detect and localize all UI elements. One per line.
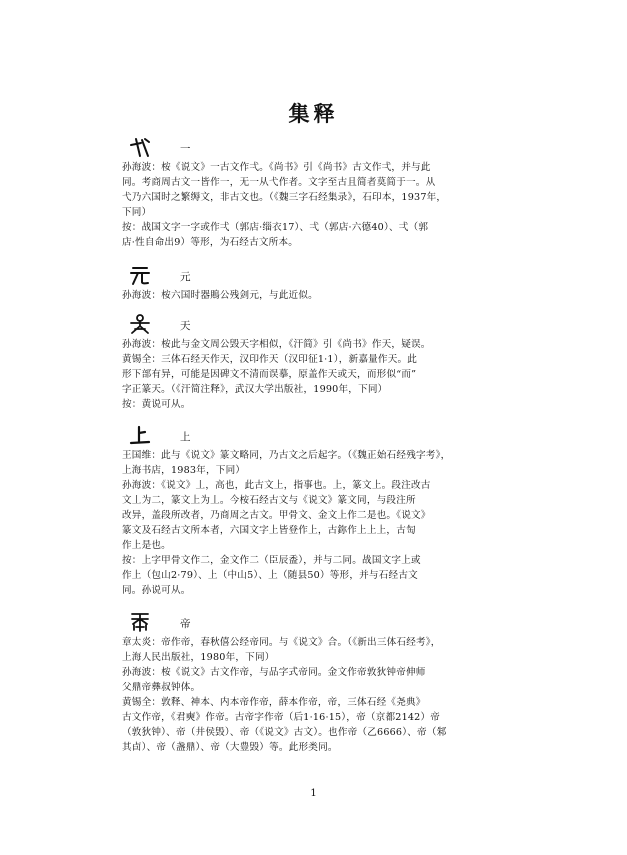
entry-head: [122, 317, 514, 335]
commentary-line: 按：黄说可从。: [122, 399, 191, 410]
commentary-line: 父鼎帝彝叔钟体。: [122, 682, 201, 693]
entry-head: [122, 140, 514, 158]
commentary-line: 黄锡全：敦释、神本、内本帝作帝，薛本作帝，帝，三体石经《尧典》: [122, 697, 426, 708]
commentary-line: 同。孙说可从。: [122, 585, 191, 596]
commentary-line: 作上（包山2·79）、上（中山5）、上（随县50）等形，并与石经古文: [122, 570, 418, 581]
entry-head: [122, 268, 514, 286]
commentary-line: 王国维：此与《说文》篆文略同，乃古文之后起字。（《魏正始石经残字考》，: [122, 450, 451, 461]
commentary-line: 文丄为二，篆文上为丄。今桉石经古文与《说文》篆文同，与段注所: [122, 495, 416, 506]
commentary-line: 弋乃六国时之繁缛文，非古文也。（《魏三字石经集录》，石印本，1937年，: [122, 192, 447, 203]
commentary-line: 上海人民出版社，1980年，下同）: [122, 652, 275, 663]
commentary-line: 店·性自命出9）等形，为石经古文所本。: [122, 237, 299, 248]
ancient-yuan-glyph-icon: [128, 264, 152, 286]
commentary-line: 同。考商周古文一皆作一，无一从弋作者。文字至古且简者莫简于一。从: [122, 177, 436, 188]
head-character: 元: [180, 271, 191, 283]
commentary-line: 孙海波：桉此与金文周公毁天字相似，《汗简》引《尚书》作天，疑误。: [122, 339, 431, 350]
ancient-tian-glyph-icon: [128, 313, 152, 335]
commentary: [122, 160, 514, 250]
commentary: [122, 288, 514, 303]
head-character: 帝: [180, 618, 191, 630]
commentary-line: 按：战国文字一字或作弌（郭店·缁衣17）、弌（郭店·六德40）、弌（郭: [122, 222, 429, 233]
commentary-line: （敦狄钟）、帝（井侯毁）、帝（《说文》古文）。也作帝（乙6666）、帝（邾: [122, 727, 447, 738]
commentary-line: 作上是也。: [122, 540, 171, 551]
commentary-line: 形下部有异，可能是因碑文不清而误摹，原盖作天或天，而形似“而”: [122, 369, 417, 380]
commentary-line: 黄锡全：三体石经天作天，汉印作天（汉印征1·1），新嘉量作天。此: [122, 354, 418, 365]
entry-yi: [122, 140, 514, 250]
commentary-line: 篆文及石经古文所本者，六国文字上皆登作上，古鉨作上上上，古匋: [122, 525, 416, 536]
entry-tian: [122, 317, 514, 412]
head-character: 一: [180, 143, 191, 155]
commentary: [122, 337, 514, 412]
page-title: 集释: [288, 101, 339, 126]
commentary: [122, 448, 514, 598]
ancient-shang-glyph-icon: [128, 424, 152, 446]
head-character: 天: [180, 320, 191, 332]
ancient-di-glyph-icon: [128, 611, 152, 633]
commentary: [122, 635, 514, 755]
commentary-line: 按：上字甲骨文作二，金文作二（臣辰盉），并与二同。战国文字上或: [122, 555, 421, 566]
commentary-line: 上海书店，1983年，下同）: [122, 465, 246, 476]
commentary-line: 孙海波：桉《说文》古文作帝，与品字式帝同。金文作帝敦狄钟帝伸师: [122, 667, 426, 678]
entry-shang: [122, 428, 514, 598]
commentary-line: 改异，盖段所改者，乃商周之古文。甲骨文、金文上作二是也。《说文》: [122, 510, 431, 521]
commentary-line: 孙海波：《说文》丄，高也，此古文上，指事也。上，篆文上。段注改古: [122, 480, 431, 491]
commentary-line: 古文作帝，《君奭》作帝。古帝字作帝（后1·16·15），帝（京都2142）帝: [122, 712, 441, 723]
commentary-line: 下同）: [122, 207, 152, 218]
entry-head: [122, 615, 514, 633]
ancient-yi-glyph-icon: [128, 136, 152, 158]
entry-di: [122, 615, 514, 755]
commentary-line: 孙海波：桉《说文》一古文作弌。《尚书》引《尚书》古文作弌，并与此: [122, 162, 431, 173]
entry-yuan: [122, 268, 514, 303]
page-number: 1: [310, 788, 317, 799]
commentary-line: 其卣）、帝（盏鼎）、帝（大豊毁）等。此形类同。: [122, 742, 338, 753]
commentary-line: 章太炎：帝作帝，春秋僖公经帝同。与《说文》合。（《新出三体石经考》，: [122, 637, 441, 648]
head-character: 上: [180, 431, 191, 443]
commentary-line: 字正篆天。（《汗简注释》，武汉大学出版社，1990年，下同）: [122, 384, 388, 395]
entry-head: [122, 428, 514, 446]
commentary-line: 孙海波：桉六国时器鵙公残剑元，与此近似。: [122, 290, 318, 301]
